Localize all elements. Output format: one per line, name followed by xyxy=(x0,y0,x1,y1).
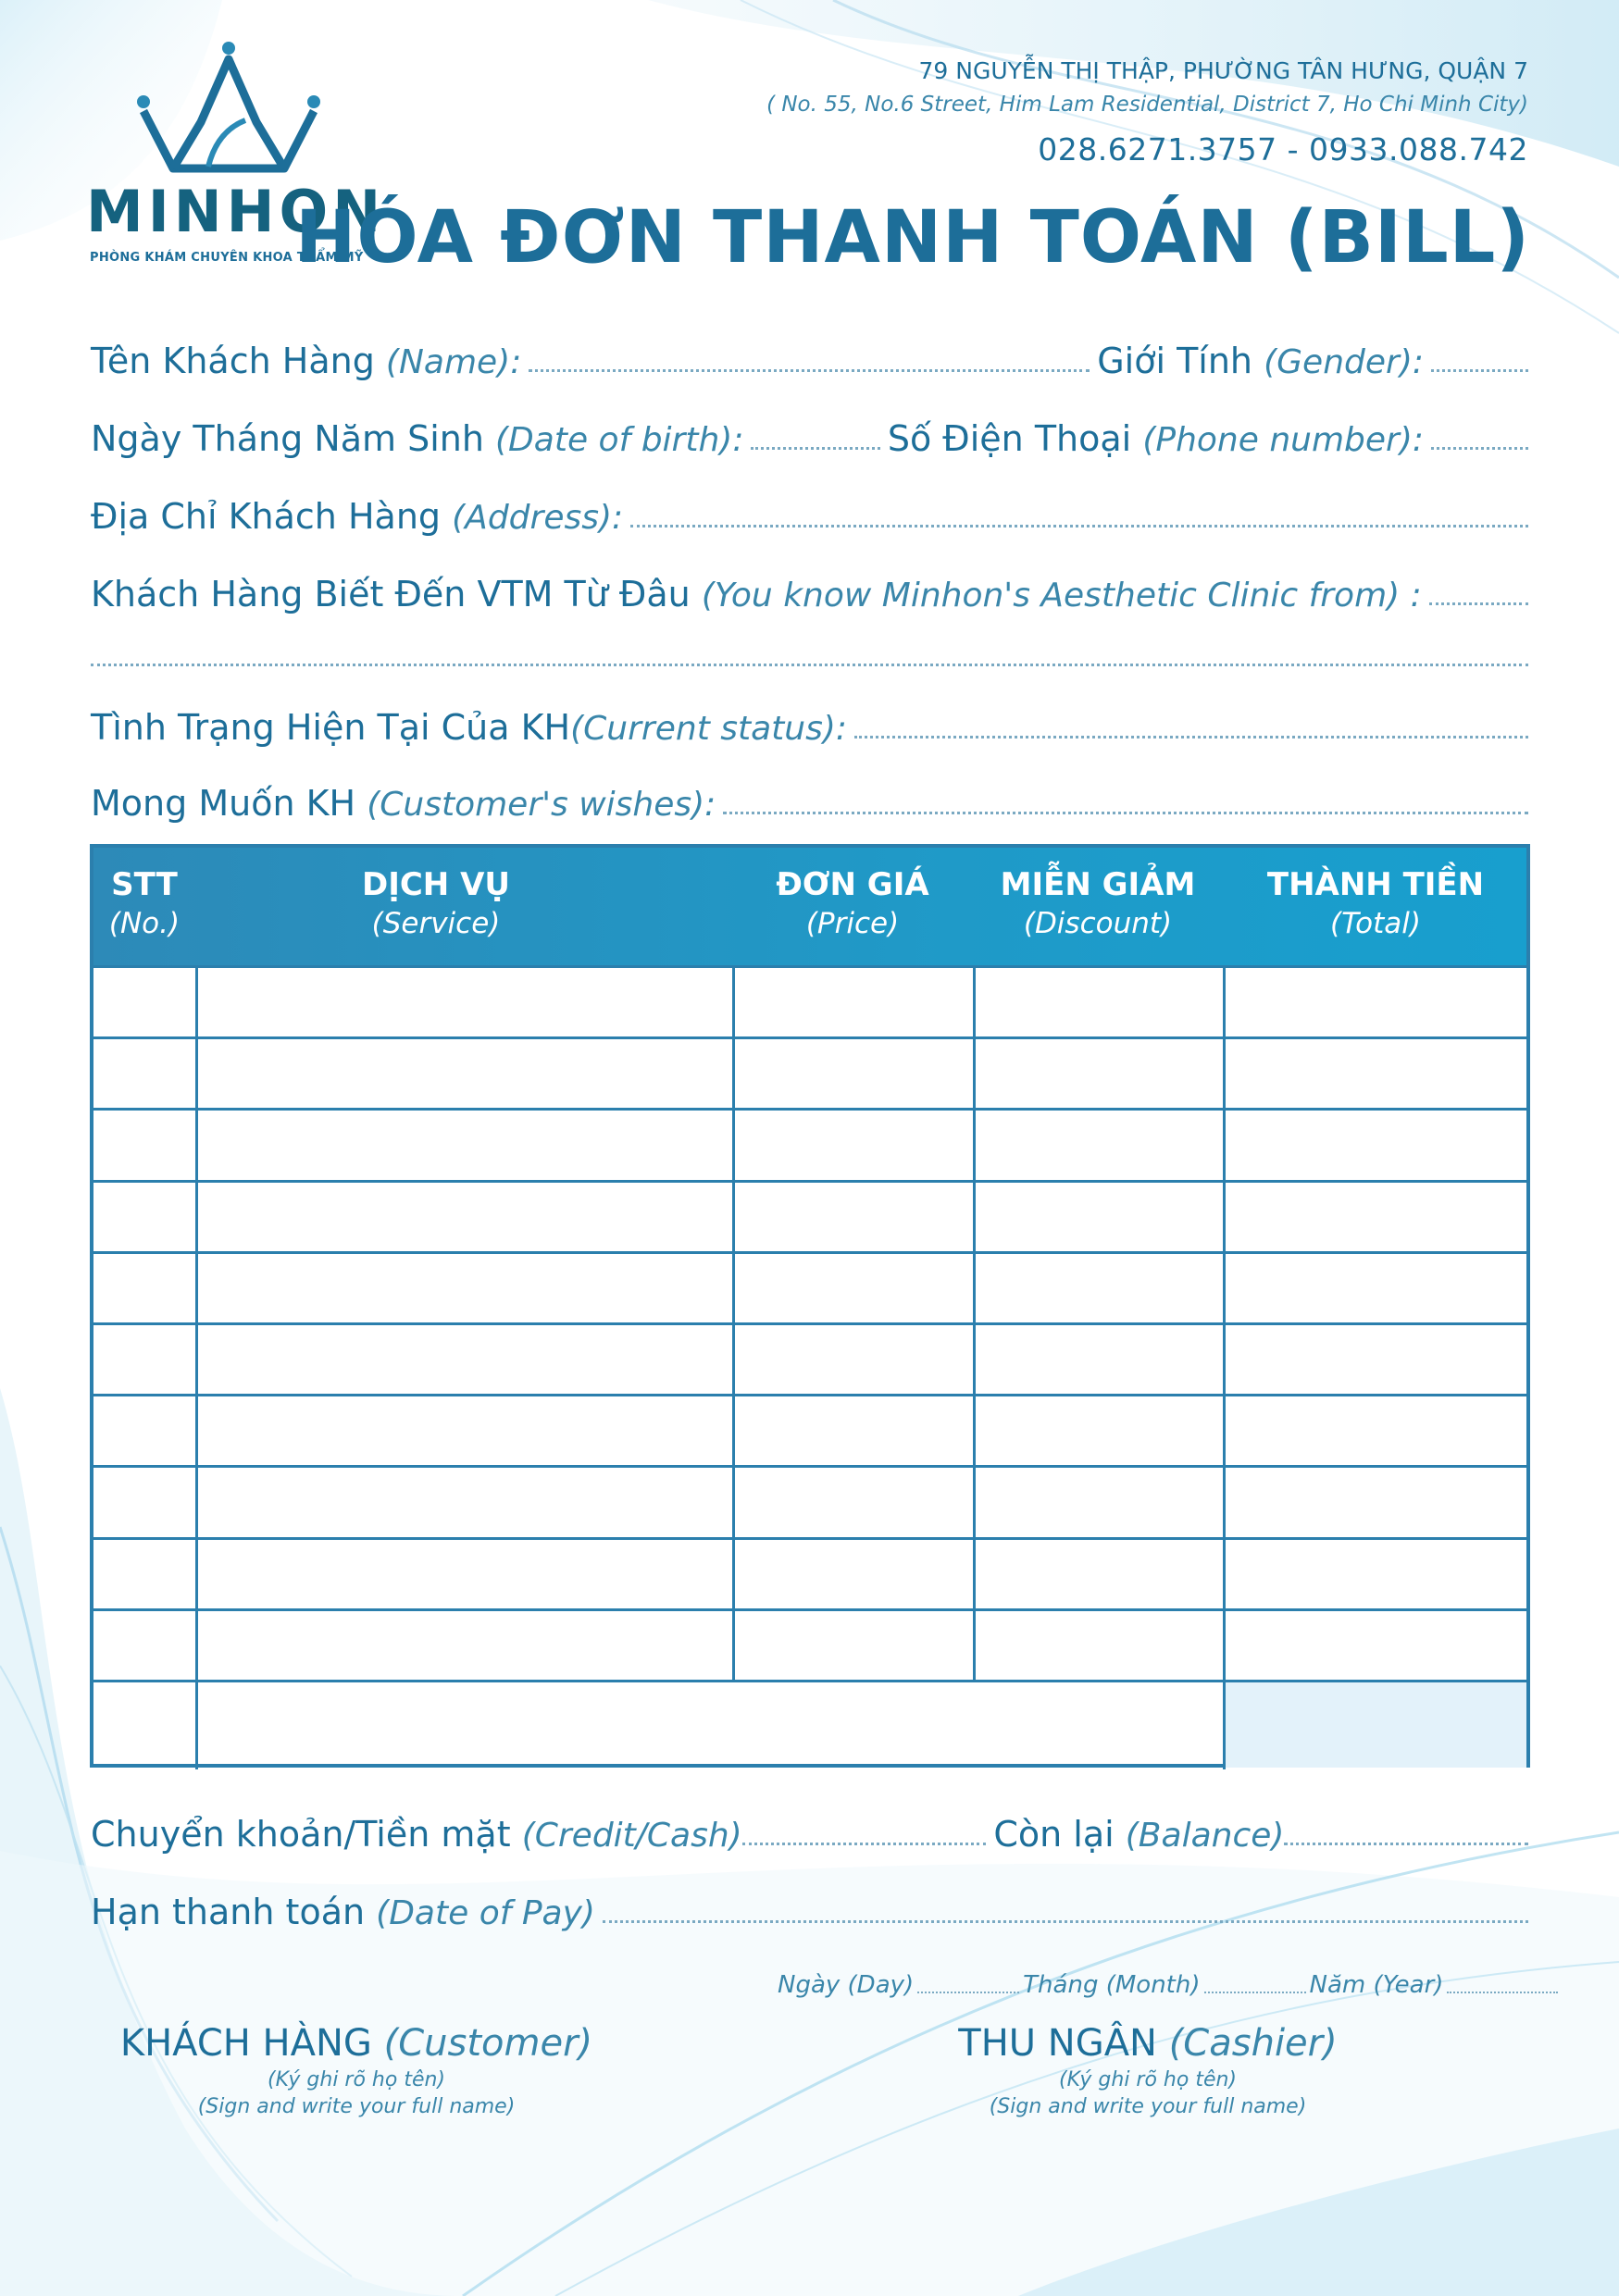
day-label: Ngày (Day) xyxy=(778,1971,915,1999)
name-label-en: (Name): xyxy=(385,343,522,381)
source-label-en: (You know Minhon's Aesthetic Clinic from) : xyxy=(701,577,1422,614)
clinic-phones: 028.6271.3757 - 0933.088.742 xyxy=(1038,131,1528,168)
crown-icon xyxy=(136,39,321,178)
month-label: Tháng (Month) xyxy=(1023,1971,1201,1999)
gender-field[interactable] xyxy=(1431,369,1528,372)
cashier-note-vi: (Ký ghi rõ họ tên) xyxy=(1058,2068,1238,2091)
due-field[interactable] xyxy=(603,1920,1528,1923)
col-header-no: STT (No.) xyxy=(108,866,181,940)
source-field[interactable] xyxy=(1429,602,1528,605)
customer-note-vi: (Ký ghi rõ họ tên) xyxy=(267,2068,446,2091)
col-header-discount: MIỄN GIẢM (Discount) xyxy=(1000,866,1196,940)
field-row-address xyxy=(91,490,1528,537)
table-header xyxy=(93,848,1526,966)
col-header-total: THÀNH TIỀN (Total) xyxy=(1266,866,1485,940)
cashier-signature-block xyxy=(916,2022,1379,2118)
table-row[interactable] xyxy=(93,1609,1526,1681)
customer-signature-block xyxy=(111,2022,602,2118)
due-label-en: (Date of Pay) xyxy=(376,1894,595,1932)
field-row-dob-phone xyxy=(91,413,1528,459)
gender-label-en: (Gender): xyxy=(1264,343,1424,381)
due-label: Hạn thanh toán xyxy=(91,1892,366,1932)
clinic-address: 79 NGUYỄN THỊ THẬP, PHƯỜNG TÂN HƯNG, QUẬN 7 xyxy=(918,57,1528,84)
table-row[interactable] xyxy=(93,1395,1526,1466)
year-field[interactable] xyxy=(1447,1992,1558,1993)
address-label: Địa Chỉ Khách Hàng xyxy=(91,496,442,537)
col-header-price: ĐƠN GIÁ (Price) xyxy=(776,866,929,940)
field-row-source xyxy=(91,568,1528,614)
year-label: Năm (Year) xyxy=(1309,1971,1444,1999)
customer-note-en: (Sign and write your full name) xyxy=(197,2095,516,2118)
grand-total-cell[interactable] xyxy=(1226,1682,1526,1768)
wishes-label: Mong Muốn KH xyxy=(91,783,356,824)
phone-field[interactable] xyxy=(1431,447,1528,450)
table-row[interactable] xyxy=(93,1037,1526,1109)
name-label: Tên Khách Hàng xyxy=(91,341,375,381)
source-label: Khách Hàng Biết Đến VTM Từ Đâu xyxy=(91,574,691,614)
table-row[interactable] xyxy=(93,1466,1526,1537)
field-row-source-continued xyxy=(91,629,1528,676)
table-row[interactable] xyxy=(93,1181,1526,1252)
status-label-en: (Current status): xyxy=(570,710,848,748)
date-line xyxy=(778,1971,1558,1999)
page-title: HÓA ĐƠN THANH TOÁN (BILL) xyxy=(295,196,1530,279)
col-header-service: DỊCH VỤ (Service) xyxy=(361,866,511,940)
customer-label: KHÁCH HÀNG xyxy=(119,2022,372,2065)
gender-label: Giới Tính xyxy=(1097,341,1253,381)
bill-table xyxy=(90,844,1530,1768)
address-field[interactable] xyxy=(630,525,1528,527)
dob-label: Ngày Tháng Năm Sinh xyxy=(91,418,484,459)
field-row-status xyxy=(91,701,1528,748)
dob-field[interactable] xyxy=(751,447,879,450)
payment-method-label-en: (Credit/Cash) xyxy=(521,1817,742,1855)
clinic-address-en: ( No. 55, No.6 Street, Him Lam Residential, District 7, Ho Chi Minh City) xyxy=(766,93,1528,117)
table-row[interactable] xyxy=(93,1252,1526,1323)
field-row-name-gender xyxy=(91,335,1528,381)
cashier-label-en: (Cashier) xyxy=(1168,2022,1338,2065)
name-field[interactable] xyxy=(529,369,1090,372)
phone-label-en: (Phone number): xyxy=(1142,421,1424,459)
field-row-wishes xyxy=(91,777,1528,824)
source-field-line2[interactable] xyxy=(91,664,1528,666)
brand-name: MINHON xyxy=(86,178,386,245)
address-label-en: (Address): xyxy=(452,499,624,537)
wishes-field[interactable] xyxy=(723,812,1528,814)
phone-label: Số Điện Thoại xyxy=(887,418,1132,459)
wishes-label-en: (Customer's wishes): xyxy=(367,786,716,824)
cashier-label: THU NGÂN xyxy=(958,2022,1157,2065)
table-row[interactable] xyxy=(93,1323,1526,1395)
status-label: Tình Trạng Hiện Tại Của KH xyxy=(91,707,571,748)
payment-method-field[interactable] xyxy=(742,1843,987,1845)
table-row[interactable] xyxy=(93,966,1526,1037)
brand-tagline: PHÒNG KHÁM CHUYÊN KHOA THẨM MỸ xyxy=(90,251,364,265)
cashier-note-en: (Sign and write your full name) xyxy=(989,2095,1307,2118)
balance-field[interactable] xyxy=(1284,1843,1528,1845)
table-row[interactable] xyxy=(93,1538,1526,1609)
customer-label-en: (Customer) xyxy=(383,2022,593,2065)
month-field[interactable] xyxy=(1204,1992,1306,1993)
status-field[interactable] xyxy=(854,736,1528,738)
payment-method-label: Chuyển khoản/Tiền mặt xyxy=(91,1814,511,1855)
day-field[interactable] xyxy=(917,1992,1019,1993)
balance-label-en: (Balance) xyxy=(1125,1817,1285,1855)
table-row[interactable] xyxy=(93,1109,1526,1180)
field-row-payment xyxy=(91,1808,1528,1855)
balance-label: Còn lại xyxy=(993,1814,1115,1855)
dob-label-en: (Date of birth): xyxy=(495,421,744,459)
field-row-due xyxy=(91,1886,1528,1932)
